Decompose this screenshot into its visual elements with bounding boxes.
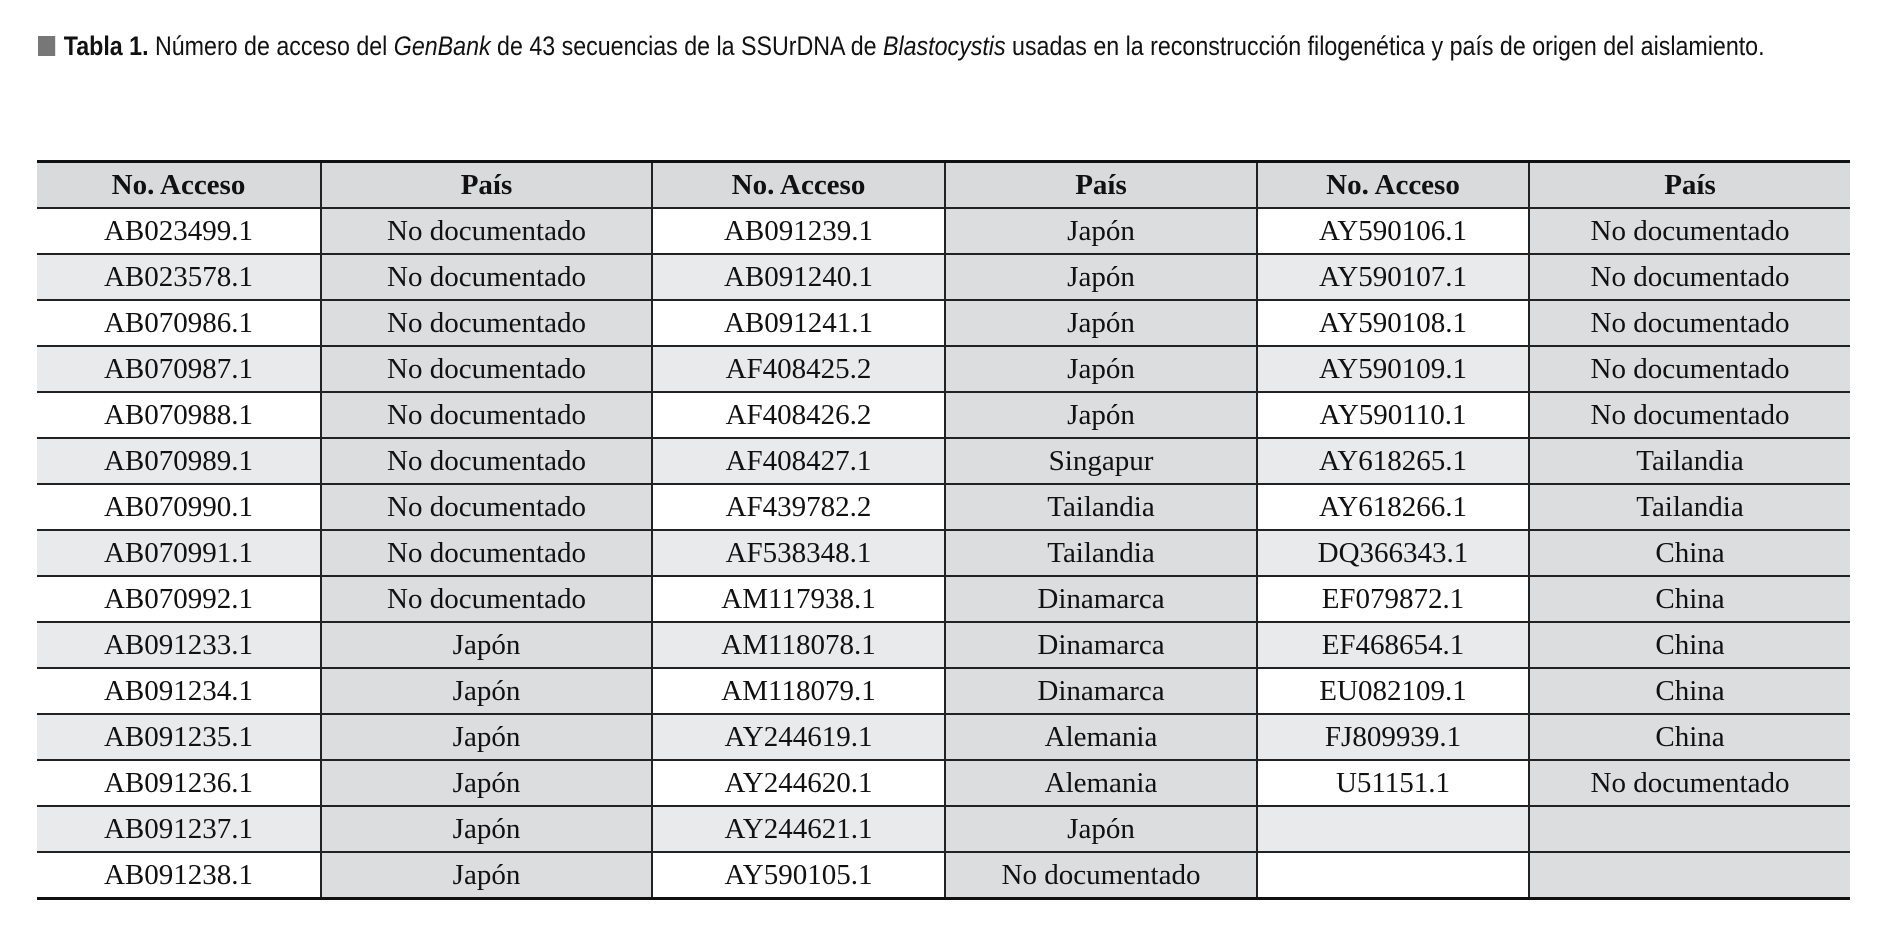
cell-pais-3: China	[1529, 668, 1850, 714]
cell-pais-2: Singapur	[945, 438, 1257, 484]
cell-acceso-3: AY618265.1	[1257, 438, 1529, 484]
header-pais-1: País	[321, 162, 652, 209]
cell-pais-3: No documentado	[1529, 208, 1850, 254]
cell-pais-1: No documentado	[321, 438, 652, 484]
cell-acceso-3: AY618266.1	[1257, 484, 1529, 530]
table-header-row	[37, 162, 1850, 209]
cell-acceso-2: AF538348.1	[652, 530, 945, 576]
cell-pais-3: China	[1529, 714, 1850, 760]
cell-pais-3: No documentado	[1529, 346, 1850, 392]
cell-acceso-1: AB023578.1	[37, 254, 321, 300]
table-row	[37, 392, 1850, 438]
cell-acceso-1: AB070987.1	[37, 346, 321, 392]
table-row	[37, 760, 1850, 806]
cell-pais-1: No documentado	[321, 346, 652, 392]
table-row	[37, 530, 1850, 576]
cell-pais-2: Japón	[945, 208, 1257, 254]
caption-label: Tabla 1.	[63, 31, 149, 61]
cell-acceso-1: AB070988.1	[37, 392, 321, 438]
cell-acceso-2: AY244620.1	[652, 760, 945, 806]
cell-acceso-2: AF408426.2	[652, 392, 945, 438]
table-row	[37, 208, 1850, 254]
cell-acceso-1: AB070991.1	[37, 530, 321, 576]
cell-acceso-1: AB070989.1	[37, 438, 321, 484]
caption-text-3: usadas en la reconstrucción filogenética y país de origen del aislamiento.	[1005, 31, 1765, 61]
table-row	[37, 300, 1850, 346]
cell-acceso-3: EF079872.1	[1257, 576, 1529, 622]
cell-pais-3: China	[1529, 530, 1850, 576]
cell-acceso-1: AB070992.1	[37, 576, 321, 622]
cell-acceso-1: AB070990.1	[37, 484, 321, 530]
cell-acceso-2: AB091240.1	[652, 254, 945, 300]
caption-square-icon	[38, 36, 55, 56]
cell-pais-3: Tailandia	[1529, 438, 1850, 484]
cell-acceso-3: FJ809939.1	[1257, 714, 1529, 760]
cell-acceso-2: AM117938.1	[652, 576, 945, 622]
caption-text-2: de 43 secuencias de la SSUrDNA de	[490, 31, 883, 61]
table-row	[37, 346, 1850, 392]
cell-acceso-2: AB091239.1	[652, 208, 945, 254]
cell-pais-2: Japón	[945, 806, 1257, 852]
cell-acceso-3: AY590106.1	[1257, 208, 1529, 254]
cell-pais-2: Tailandia	[945, 530, 1257, 576]
cell-pais-2: Dinamarca	[945, 576, 1257, 622]
cell-acceso-2: AF408425.2	[652, 346, 945, 392]
cell-pais-3: No documentado	[1529, 300, 1850, 346]
header-pais-3: País	[1529, 162, 1850, 209]
table-row	[37, 668, 1850, 714]
cell-acceso-3: EF468654.1	[1257, 622, 1529, 668]
cell-pais-1: Japón	[321, 852, 652, 899]
cell-pais-2: Tailandia	[945, 484, 1257, 530]
cell-acceso-3: DQ366343.1	[1257, 530, 1529, 576]
header-acceso-1: No. Acceso	[37, 162, 321, 209]
cell-acceso-2: AY244621.1	[652, 806, 945, 852]
cell-pais-1: Japón	[321, 668, 652, 714]
table-row	[37, 484, 1850, 530]
cell-pais-1: No documentado	[321, 392, 652, 438]
cell-pais-3: No documentado	[1529, 760, 1850, 806]
cell-pais-3	[1529, 806, 1850, 852]
cell-acceso-2: AF408427.1	[652, 438, 945, 484]
cell-pais-1: No documentado	[321, 254, 652, 300]
cell-pais-1: No documentado	[321, 576, 652, 622]
header-pais-2: País	[945, 162, 1257, 209]
header-acceso-3: No. Acceso	[1257, 162, 1529, 209]
accession-table	[37, 160, 1850, 900]
cell-pais-1: Japón	[321, 714, 652, 760]
cell-acceso-1: AB070986.1	[37, 300, 321, 346]
cell-pais-3: No documentado	[1529, 254, 1850, 300]
table-body	[37, 208, 1850, 899]
table-row	[37, 622, 1850, 668]
cell-pais-3: China	[1529, 622, 1850, 668]
cell-acceso-2: AM118079.1	[652, 668, 945, 714]
cell-pais-3: China	[1529, 576, 1850, 622]
cell-pais-3: Tailandia	[1529, 484, 1850, 530]
cell-pais-3: No documentado	[1529, 392, 1850, 438]
cell-acceso-3: EU082109.1	[1257, 668, 1529, 714]
cell-pais-2: Dinamarca	[945, 668, 1257, 714]
cell-acceso-1: AB091233.1	[37, 622, 321, 668]
table-row	[37, 254, 1850, 300]
cell-acceso-3: AY590107.1	[1257, 254, 1529, 300]
table-row	[37, 438, 1850, 484]
caption-genbank: GenBank	[393, 31, 491, 61]
header-acceso-2: No. Acceso	[652, 162, 945, 209]
cell-pais-1: No documentado	[321, 300, 652, 346]
table-caption	[38, 26, 1838, 66]
cell-acceso-2: AY590105.1	[652, 852, 945, 899]
cell-pais-1: Japón	[321, 760, 652, 806]
cell-pais-2: Dinamarca	[945, 622, 1257, 668]
caption-blastocystis: Blastocystis	[882, 31, 1006, 61]
cell-acceso-2: AY244619.1	[652, 714, 945, 760]
cell-pais-1: No documentado	[321, 484, 652, 530]
cell-acceso-1: AB091237.1	[37, 806, 321, 852]
cell-pais-2: No documentado	[945, 852, 1257, 899]
cell-acceso-1: AB091238.1	[37, 852, 321, 899]
cell-acceso-3: AY590110.1	[1257, 392, 1529, 438]
cell-pais-3	[1529, 852, 1850, 899]
cell-acceso-3: U51151.1	[1257, 760, 1529, 806]
cell-acceso-2: AB091241.1	[652, 300, 945, 346]
cell-pais-1: Japón	[321, 622, 652, 668]
caption-text-1: Número de acceso del	[148, 31, 394, 61]
cell-pais-1: Japón	[321, 806, 652, 852]
cell-acceso-1: AB091234.1	[37, 668, 321, 714]
cell-pais-1: No documentado	[321, 208, 652, 254]
cell-acceso-1: AB091236.1	[37, 760, 321, 806]
cell-acceso-1: AB023499.1	[37, 208, 321, 254]
cell-acceso-3	[1257, 852, 1529, 899]
cell-pais-2: Japón	[945, 346, 1257, 392]
table-row	[37, 852, 1850, 899]
cell-pais-2: Alemania	[945, 714, 1257, 760]
cell-pais-2: Japón	[945, 392, 1257, 438]
cell-pais-2: Japón	[945, 300, 1257, 346]
table-row	[37, 714, 1850, 760]
cell-acceso-2: AF439782.2	[652, 484, 945, 530]
cell-pais-1: No documentado	[321, 530, 652, 576]
table-row	[37, 806, 1850, 852]
cell-pais-2: Alemania	[945, 760, 1257, 806]
cell-acceso-3	[1257, 806, 1529, 852]
cell-acceso-1: AB091235.1	[37, 714, 321, 760]
cell-acceso-2: AM118078.1	[652, 622, 945, 668]
cell-acceso-3: AY590109.1	[1257, 346, 1529, 392]
table-row	[37, 576, 1850, 622]
cell-acceso-3: AY590108.1	[1257, 300, 1529, 346]
cell-pais-2: Japón	[945, 254, 1257, 300]
